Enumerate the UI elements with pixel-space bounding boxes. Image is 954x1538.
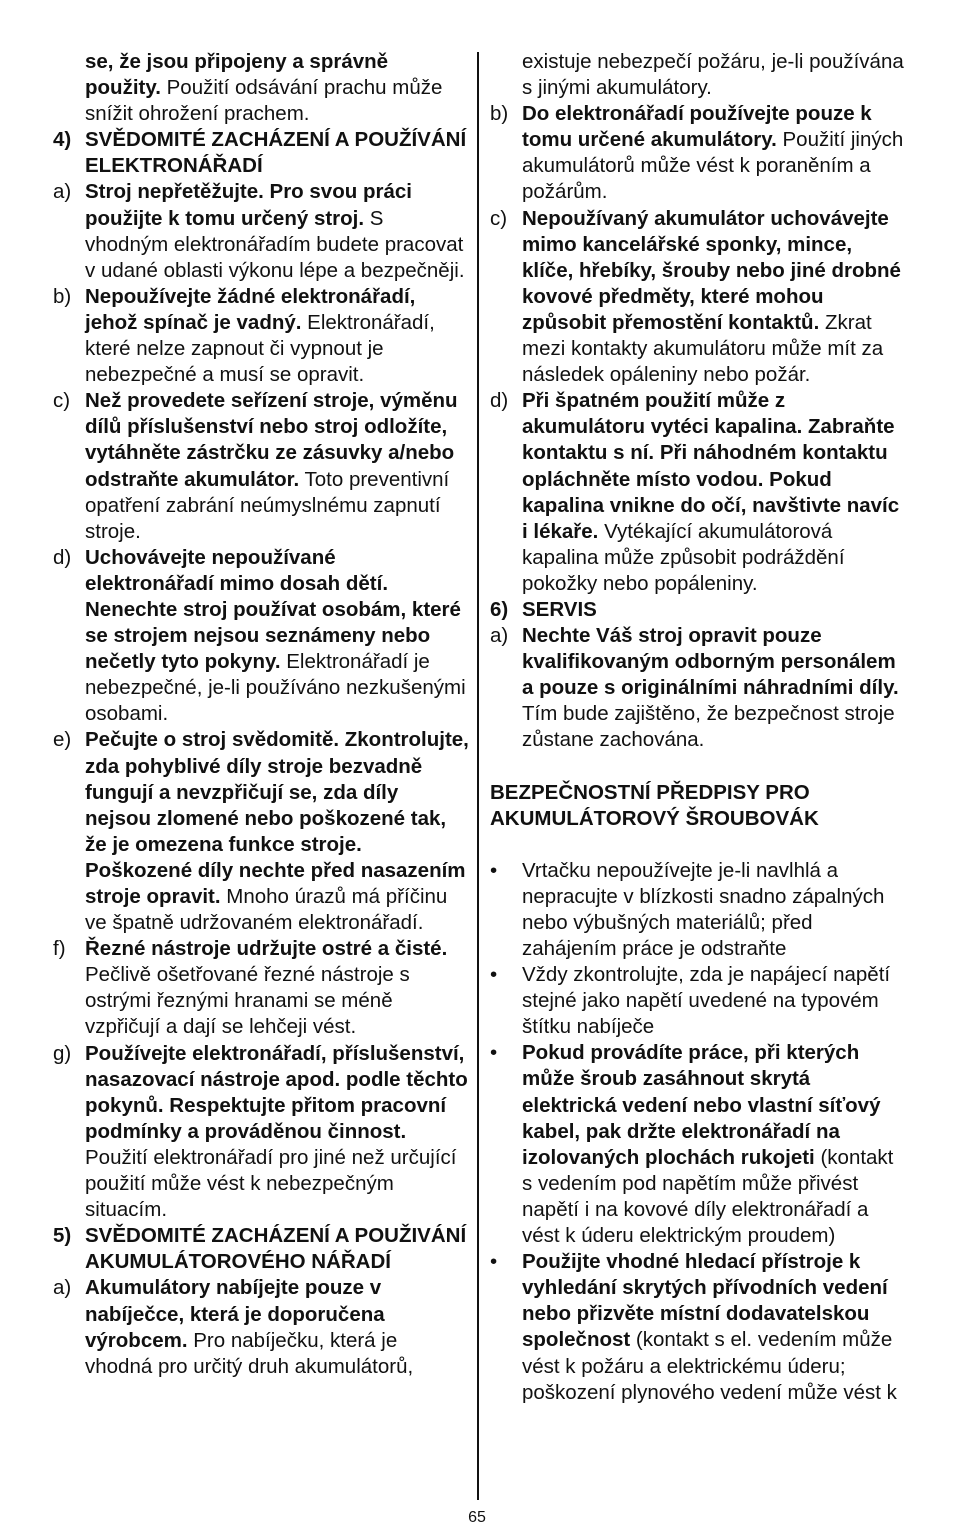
bullet-item <box>490 858 908 962</box>
bullet-text: (kontakt s el. vedením může vést k požáru a elektrickému úderu; poškození plynového vedení může vést k <box>522 1328 897 1404</box>
bullet-text: Vrtačku nepoužívejte je-li navlhlá a nepracujte v blízkosti snadno zápalných nebo výbušných materiálů; před zahájením práce je odstraňte <box>522 858 885 960</box>
left-column <box>53 49 469 1380</box>
item-bold-text: Stroj nepřetěžujte. Pro svou práci použijte k tomu určený stroj. <box>85 180 412 230</box>
section-number: 6) <box>490 597 509 621</box>
section-5-heading <box>53 1223 469 1275</box>
item-bold-text: Při špatném použití může z akumulátoru vytéci kapalina. Zabraňte kontaktu s ní. Při náhodném kontaktu opláchněte místo vodou. Pokud kapalina vnikne do očí, navštivte navíc i lékaře. <box>522 389 900 543</box>
safety-heading: BEZPEČNOSTNÍ PŘEDPISY PRO AKUMULÁTOROVÝ ŠROUBOVÁK <box>490 780 819 830</box>
list-item <box>53 1041 469 1224</box>
bullet-item <box>490 1249 908 1406</box>
list-item <box>53 727 469 936</box>
bullet-icon: • <box>490 1250 498 1274</box>
right-column <box>490 49 908 1406</box>
intro-normal: Použití odsávání prachu může snížit ohrožení prachem. <box>85 76 443 126</box>
section-number: 5) <box>53 1224 72 1248</box>
item-label: a) <box>490 624 509 648</box>
intro-bold: se, že jsou připojeny a správně použity. <box>85 50 389 100</box>
item-bold-text: Nechte Váš stroj opravit pouze kvalifikovaným odborným personálem a pouze s originálními náhradními díly. <box>522 624 899 700</box>
column-divider <box>477 52 479 1500</box>
item-bold-text: Do elektronářadí používejte pouze k tomu určené akumulátory. <box>522 102 872 152</box>
bullet-icon: • <box>490 1041 498 1065</box>
bullet-bold-text: Použijte vhodné hledací přístroje k vyhledání skrytých přívodních vedení nebo přizvěte místní dodavatelskou společnost <box>522 1250 888 1352</box>
section-title: SVĚDOMITÉ ZACHÁZENÍ A POUŽÍVÁNÍ ELEKTRONÁŘADÍ <box>85 128 467 178</box>
item-bold-text: Nepoužívejte žádné elektronářadí, jehož spínač je vadný. <box>85 284 416 334</box>
spacer <box>490 832 908 858</box>
bullet-item <box>490 1040 908 1249</box>
item-text: Toto preventivní opatření zabrání neúmyslnému zapnutí stroje. <box>85 467 450 543</box>
item-text: S vhodným elektronářadím budete pracovat v udané oblasti výkonu lépe a bezpečněji. <box>85 206 465 282</box>
section-title: SERVIS <box>522 597 597 621</box>
section-4-heading <box>53 127 469 179</box>
item-text: Tím bude zajištěno, že bezpečnost stroje zůstane zachována. <box>522 702 895 752</box>
item-bold-text: Nepoužívaný akumulátor uchovávejte mimo kancelářské sponky, mince, klíče, hřebíky, šrouby nebo jiné drobné kovové předměty, které mohou způsobit přemostění kontaktů. <box>522 206 901 334</box>
item-text: Použití elektronářadí pro jiné než určující použití může vést k nebezpečným situacím. <box>85 1145 457 1222</box>
item-bold-text: Uchovávejte nepoužívané elektronářadí mimo dosah dětí. Nenechte stroj používat osobám, které se strojem nejsou seznámeny nebo nečetly tyto pokyny. <box>85 545 461 674</box>
section-title: SVĚDOMITÉ ZACHÁZENÍ A POUŽIVÁNÍ AKUMULÁTOROVÉHO NÁŘADÍ <box>85 1224 467 1274</box>
bullet-item <box>490 962 908 1040</box>
bullet-text: (kontakt s vedením pod napětím může přivést napětí i na kovové díly elektronářadí a vést k úderu elektrickým proudem) <box>522 1145 894 1248</box>
list-item <box>490 623 908 753</box>
item-bold-text: Používejte elektronářadí, příslušenství, nasazovací nástroje apod. podle těchto pokynů. Respektujte přitom pracovní podmínky a prováděnou činnost. <box>85 1041 468 1143</box>
continued-paragraph: existuje nebezpečí požáru, je-li používána s jinými akumulátory. <box>522 50 904 100</box>
bullet-icon: • <box>490 858 498 882</box>
bullet-icon: • <box>490 963 498 987</box>
item-bold-text: Pečujte o stroj svědomitě. Zkontrolujte, zda pohyblivé díly stroje bezvadně fungují a nevzpřičují se, zda díly nejsou zlomené nebo poškozené tak, že je omezena funkce stroje. Poškozené díly nechte před nasazením stroje opravit. <box>85 728 469 908</box>
item-text: Zkrat mezi kontakty akumulátoru může mít za následek opáleniny nebo požár. <box>522 310 884 387</box>
list-item <box>490 101 908 205</box>
item-label: f) <box>53 937 66 961</box>
item-text: Použití jiných akumulátorů může vést k poraněním a požárům. <box>522 128 904 204</box>
item-text: Pečlivě ošetřované řezné nástroje s ostrými řeznými hranami se méně vzpřičují a dají se lehčeji vést. <box>85 963 410 1039</box>
list-item <box>53 1275 469 1379</box>
list-item <box>53 284 469 388</box>
page-number: 65 <box>468 1509 486 1526</box>
item-label: b) <box>53 284 72 308</box>
item-label: b) <box>490 102 509 126</box>
item-label: c) <box>490 206 508 230</box>
list-item <box>490 206 908 389</box>
item-text: Mnoho úrazů má příčinu ve špatně udržovaném elektronářadí. <box>85 885 448 935</box>
section-4-items <box>53 179 469 1223</box>
item-bold-text: Akumulátory nabíjejte pouze v nabíječce, která je doporučena výrobcem. <box>85 1276 385 1352</box>
item-text: Elektronářadí je nebezpečné, je-li používáno nezkušenými osobami. <box>85 650 466 726</box>
list-item <box>53 545 469 728</box>
list-item <box>53 388 469 545</box>
item-text: Elektronářadí, které nelze zapnout či vypnout je nebezpečné a musí se opravit. <box>85 310 435 387</box>
intro-paragraph <box>53 49 469 127</box>
item-text: Vytékající akumulátorová kapalina může způsobit podráždění pokožky nebo popáleniny. <box>522 519 845 595</box>
item-label: d) <box>53 545 72 569</box>
item-bold-text: Než provedete seřízení stroje, výměnu dílů příslušenství nebo stroj odložíte, vytáhněte zástrčku ze zásuvky a/nebo odstraňte akumulátor. <box>85 389 458 491</box>
item-label: a) <box>53 180 72 204</box>
bullet-bold-text: Pokud provádíte práce, při kterých může šroub zasáhnout skrytá elektrická vedení nebo vlastní síťový kabel, pak držte elektronářadí na izolovaných plochách rukojeti <box>522 1041 881 1169</box>
item-label: a) <box>53 1276 72 1300</box>
bullet-list <box>490 858 908 1406</box>
item-label: e) <box>53 728 72 752</box>
item-text: Pro nabíječku, která je vhodná pro určitý druh akumulátorů, <box>85 1328 414 1378</box>
list-item <box>53 936 469 1040</box>
bullet-text: Vždy zkontrolujte, zda je napájecí napětí stejné jako napětí uvedené na typovém štítku nabíječe <box>522 963 891 1039</box>
item-label: d) <box>490 389 509 413</box>
item-label: g) <box>53 1041 72 1065</box>
section-number: 4) <box>53 128 72 152</box>
list-item <box>490 388 908 597</box>
list-item <box>53 179 469 283</box>
item-label: c) <box>53 389 71 413</box>
section-6-heading <box>490 597 908 623</box>
item-bold-text: Řezné nástroje udržujte ostré a čisté. <box>85 937 448 961</box>
